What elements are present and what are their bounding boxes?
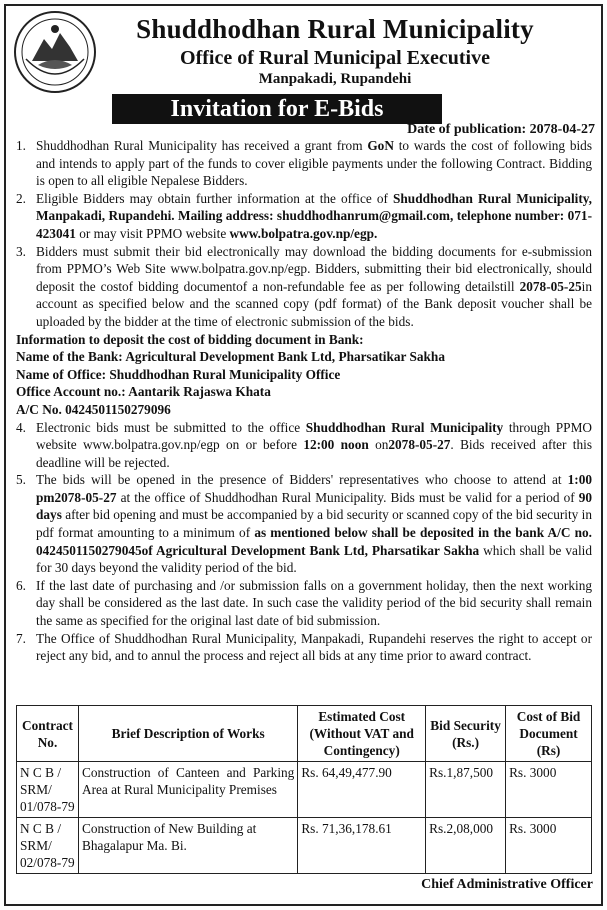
clause-item [16, 137, 592, 190]
clause-text-run: at the office of Shuddhodhan Rural Municipality. Bids must be valid for a period of [116, 489, 579, 505]
clause-text-run: Bidders must submit their bid electronically may download the bidding documents for e-submission from PPMO’s Web Site www.bolpatra.gov.np/egp. Bidders, submitting their bid electronically, should deposit the costof bidding documentof a non-refundable fee as per following detailstill [36, 243, 592, 294]
notice-title-banner: Invitation for E-Bids [112, 94, 442, 124]
bank-info [16, 331, 592, 419]
municipality-name: Shuddhodhan Rural Municipality [136, 14, 534, 44]
clauses-4-7 [16, 419, 592, 665]
clause-text-run: Electronic bids must be submitted to the office [36, 419, 306, 435]
clause-text [36, 577, 592, 630]
clause-item [16, 419, 592, 472]
table-row [17, 762, 592, 818]
bank-info-line: Office Account no.: Aantarik Rajaswa Khata [16, 384, 271, 400]
clause-number: 3. [16, 243, 26, 259]
bank-info-line: Information to deposit the cost of bidding document in Bank: [16, 331, 364, 347]
col-estimated-cost: Estimated Cost (Without VAT and Contingency) [298, 706, 426, 762]
clause-text-bold: as mentioned below shall be deposited in the bank A/C no. 0424501150279045of Agricultural Development Bank Ltd, Pharsatikar Sakha [36, 525, 592, 558]
notice-body [16, 137, 592, 665]
clause-text [36, 630, 592, 665]
cell-estimated-cost: Rs. 64,49,477.90 [298, 762, 426, 818]
clause-number: 7. [16, 630, 26, 646]
signatory-title: Chief Administrative Officer [421, 877, 593, 892]
clause-text-bold: 12:00 noon [303, 437, 369, 453]
clause-text-run: Eligible Bidders may obtain further information at the office of [36, 190, 394, 206]
clause-text [36, 190, 592, 243]
clause-text-run: or may visit PPMO website [75, 225, 230, 241]
office-address: Manpakadi, Rupandehi [258, 71, 412, 87]
clause-text [36, 137, 592, 190]
clause-text [36, 243, 592, 331]
clause-text-bold: Shuddhodhan Rural Municipality [305, 419, 504, 435]
clause-text-bold: 1:00 pm2078-05-27 [36, 472, 592, 505]
clause-item [16, 577, 592, 630]
bank-info-line: Name of Office: Shuddhodhan Rural Municipality Office [16, 366, 341, 382]
clause-number: 2. [16, 190, 26, 206]
cell-description: Construction of Canteen and Parking Area at Rural Municipality Premises [78, 762, 297, 818]
clause-number: 1. [16, 138, 26, 153]
col-contract-no: Contract No. [17, 706, 79, 762]
clause-text-run: on [368, 437, 389, 453]
table-header-row [17, 706, 592, 762]
cell-document-cost: Rs. 3000 [506, 818, 592, 874]
clause-text [36, 419, 592, 472]
col-bid-security: Bid Security (Rs.) [426, 706, 506, 762]
clause-number: 4. [16, 419, 26, 435]
cell-document-cost: Rs. 3000 [506, 762, 592, 818]
clause-text-run: If the last date of purchasing and /or submission falls on a government holiday, then the next working day shall be considered as the last date. In such case the validity period of the bid security shall remain the same as specified for the original last date of bid submission. [36, 577, 592, 629]
bank-info-line: Name of the Bank: Agricultural Development Bank Ltd, Pharsatikar Sakha [16, 349, 445, 365]
table-row [17, 818, 592, 874]
clause-text-run: to wards the cost of following bids and intends to apply part of the funds to cover eligible payments under the following Contract. Bidding is open to all eligible Nepalese Bidders. [36, 138, 593, 189]
clause-text-run: in account as specified below and the scanned copy (pdf format) of the Bank deposit voucher shall be uploaded by the bidder at the time of electronic submission of the bids. [36, 278, 592, 329]
clause-text-run: The bids will be opened in the presence of Bidders' representatives who choose to attend at [36, 472, 568, 488]
cell-bid-security: Rs.2,08,000 [426, 818, 506, 874]
clause-number: 5. [16, 472, 26, 488]
clause-text-run: after bid opening and must be accompanied by a bid security or scanned copy of the bid security in pdf format amounting to a minimum of [36, 507, 592, 541]
clause-text-run: Shuddhodhan Rural Municipality has received a grant from [36, 138, 368, 153]
cell-estimated-cost: Rs. 71,36,178.61 [298, 818, 426, 874]
office-name: Office of Rural Municipal Executive [180, 47, 490, 69]
col-description: Brief Description of Works [78, 706, 297, 762]
clause-item [16, 471, 592, 577]
clause-text [36, 471, 592, 577]
clause-item [16, 243, 592, 331]
clause-item [16, 630, 592, 665]
clause-text-run: which shall be valid for 30 days beyond the validity period of the bid. [36, 542, 592, 576]
col-document-cost: Cost of Bid Document (Rs) [506, 706, 592, 762]
cell-contract-no: N C B / SRM/ 01/078-79 [17, 762, 79, 818]
cell-description: Construction of New Building at Bhagalapur Ma. Bi. [78, 818, 297, 874]
contracts-table [16, 705, 592, 874]
clauses-1-3 [16, 137, 592, 331]
clause-text-bold: GoN [367, 138, 394, 153]
clause-number: 6. [16, 577, 26, 593]
clause-text-bold: 2078-05-27 [388, 437, 451, 453]
clause-text-run: through PPMO website www.bolpatra.gov.np/egp on or before [36, 419, 592, 453]
clause-text-run: . Bids received after this deadline will be rejected. [36, 437, 593, 470]
publication-date: Date of publication: 2078-04-27 [407, 122, 595, 137]
clause-text-bold: Shuddhodhan Rural Municipality, Manpakadi, Rupandehi. Mailing address: shuddhodhanrum@gmail.com, telephone number: 071-423041 [36, 190, 592, 241]
cell-bid-security: Rs.1,87,500 [426, 762, 506, 818]
clause-text-bold: 2078-05-25 [519, 278, 582, 294]
clause-item [16, 190, 592, 243]
clause-text-bold: 90 days [36, 489, 592, 523]
cell-contract-no: N C B / SRM/ 02/078-79 [17, 818, 79, 874]
bank-info-line: A/C No. 0424501150279096 [16, 401, 171, 417]
clause-text-bold: www.bolpatra.gov.np/egp. [229, 225, 378, 241]
clause-text-run: The Office of Shuddhodhan Rural Municipality, Manpakadi, Rupandehi reserves the right to accept or reject any bid, and to annul the process and reject all bids at any time prior to award contract. [36, 630, 592, 664]
